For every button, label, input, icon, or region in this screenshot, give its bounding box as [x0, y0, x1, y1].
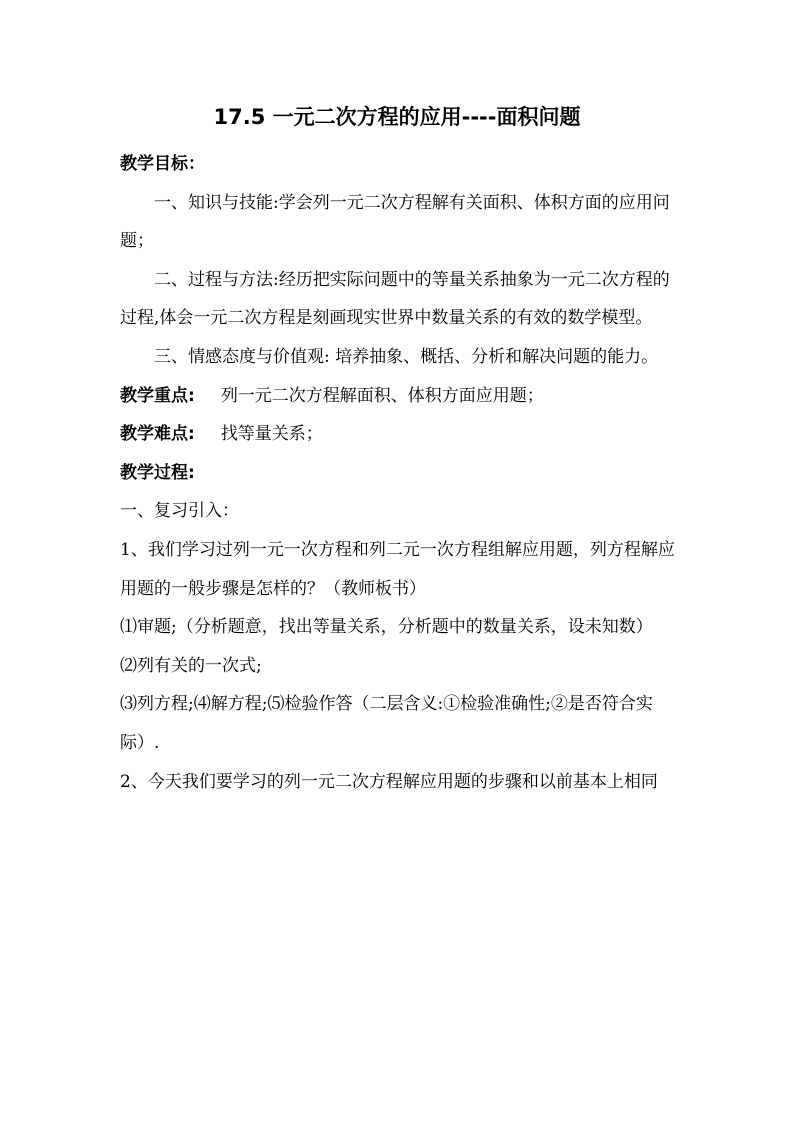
key-point-label: 教学重点: [120, 385, 195, 406]
objective-attitude: 三、情感态度与价值观: 培养抽象、概括、分析和解决问题的能力。 [154, 346, 659, 367]
difficulty-label: 教学难点: [120, 424, 195, 445]
objectives-heading: 教学目标： [120, 154, 205, 174]
process-step-1: ⑴审题;（分析题意，找出等量关系，分析题中的数量关系，设未知数） [120, 617, 653, 638]
document-title: 17.5 一元二次方程的应用----面积问题 [213, 105, 581, 129]
key-point-line [120, 377, 680, 416]
objective-process: 二、过程与方法:经历把实际问题中的等量关系抽象为一元二次方程的过程,体会一元二次方程是刻画现实世界中数量关系的有效的数学模型。 [120, 269, 670, 329]
difficulty-line [120, 415, 680, 454]
process-step-2: ⑵列有关的一次式; [120, 655, 262, 676]
process-step-3: ⑶列方程;⑷解方程;⑸检验作答（二层含义:①检验准确性;②是否符合实际）. [120, 694, 653, 753]
document-body [120, 145, 680, 801]
section-review-heading: 一、复习引入： [120, 501, 239, 522]
process-line-2: 2、今天我们要学习的列一元二次方程解应用题的步骤和以前基本上相同 [120, 771, 658, 792]
process-heading: 教学过程: [120, 462, 195, 483]
key-point-text: 列一元二次方程解面积、体积方面应用题； [220, 385, 544, 406]
objective-knowledge: 一、知识与技能:学会列一元二次方程解有关面积、体积方面的应用问题； [120, 192, 670, 252]
process-line-1: 1、我们学习过列一元一次方程和列二元一次方程组解应用题，列方程解应用题的一般步骤是怎样的？（教师板书） [120, 539, 675, 599]
difficulty-text: 找等量关系； [220, 424, 323, 445]
